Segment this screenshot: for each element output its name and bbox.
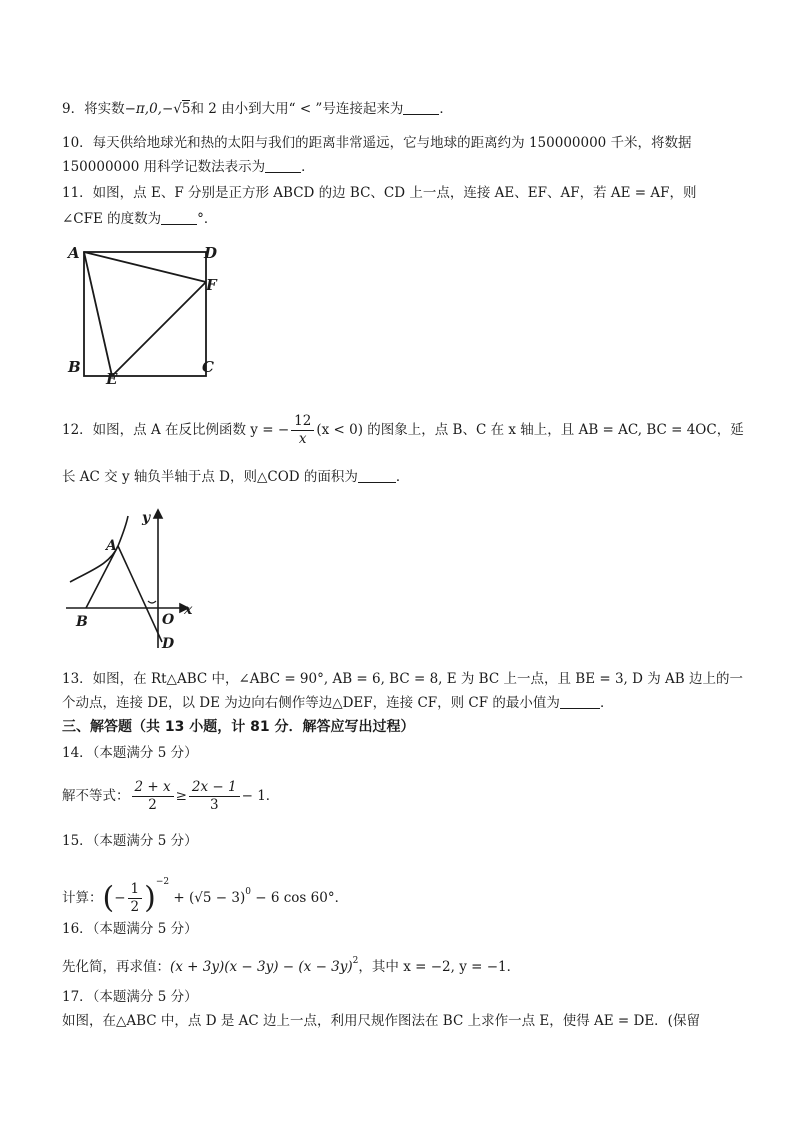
q12-text2: 长 AC 交 y 轴负半轴于点 D，则△COD 的面积为 xyxy=(62,469,358,485)
label-a: A xyxy=(68,244,80,262)
question-12-line2 xyxy=(62,468,409,486)
q14-fraction-1-numerator: 2 + x xyxy=(132,779,174,797)
label-x: x xyxy=(184,602,193,618)
q14-fraction-2-denominator: 3 xyxy=(209,797,219,813)
question-17-heading: 17．（本题满分 5 分） xyxy=(62,989,198,1005)
question-12-line1 xyxy=(62,412,744,448)
q9-text: 和 2 由小到大用“ < ”号连接起来为 xyxy=(190,101,404,117)
question-10-line1: 10．每天供给地球光和热的太阳与我们的距离非常遥远，它与地球的距离约为 150000000 千米，将数据 xyxy=(62,135,692,151)
label-c: C xyxy=(202,358,214,376)
q14-prefix: 解不等式： xyxy=(62,788,130,804)
q9-radicand: 5 xyxy=(181,101,191,117)
label-a: A xyxy=(106,538,117,554)
section-3-heading: 三、解答题（共 13 小题，计 81 分．解答应写出过程） xyxy=(62,719,415,735)
q15-exponent: −2 xyxy=(155,877,170,887)
question-15-body xyxy=(62,862,348,919)
q15-term-3: − 6 cos 60°． xyxy=(250,890,349,906)
q15-exponent-zero: 0 xyxy=(245,887,251,897)
label-d: D xyxy=(204,244,218,262)
figure-12-hyperbola xyxy=(62,506,202,656)
question-15-heading: 15．（本题满分 5 分） xyxy=(62,833,198,849)
q13-answer-blank xyxy=(560,694,600,709)
q12-end: ． xyxy=(395,469,410,485)
y-axis-arrow xyxy=(154,510,162,518)
segment-ae xyxy=(84,252,112,376)
segment-ad xyxy=(118,546,162,642)
q12-text: (x < 0) 的图象上，点 B、C 在 x 轴上，且 AB = AC, BC = 4OC，延 xyxy=(316,422,744,438)
q16-prefix: 先化简，再求值： xyxy=(62,959,170,975)
q15-fraction-numerator: 1 xyxy=(128,881,143,899)
q15-fraction xyxy=(128,881,143,916)
q10-text: 150000000 用科学记数法表示为 xyxy=(62,159,266,175)
q14-fraction-1 xyxy=(132,779,174,814)
q10-end: ． xyxy=(301,159,315,175)
question-9 xyxy=(62,100,453,118)
q16-condition: ，其中 x = −2, y = −1． xyxy=(358,959,521,975)
label-e: E xyxy=(106,370,118,388)
label-o: O xyxy=(162,612,175,628)
q14-fraction-1-denominator: 2 xyxy=(148,797,157,813)
label-y: y xyxy=(142,510,151,526)
question-14-heading: 14．（本题满分 5 分） xyxy=(62,745,198,761)
label-d: D xyxy=(162,636,175,652)
segment-af xyxy=(84,252,206,282)
q11-answer-blank xyxy=(161,210,197,225)
question-11-line1: 11．如图，点 E、F 分别是正方形 ABCD 的边 BC、CD 上一点，连接 AE、EF、AF，若 AE = AF，则 xyxy=(62,185,697,201)
question-16-body xyxy=(62,952,520,976)
q14-fraction-2 xyxy=(189,779,240,814)
q15-term-2: + (√5 − 3) xyxy=(173,890,246,906)
q12-fraction-numerator: 12 xyxy=(291,413,314,431)
q11-end: °． xyxy=(197,211,218,227)
figure-11-square xyxy=(62,238,232,388)
q16-expression: (x + 3y)(x − 3y) − (x − 3y) xyxy=(170,959,353,975)
label-b: B xyxy=(68,358,81,376)
segment-ab xyxy=(86,546,118,608)
q10-answer-blank xyxy=(265,158,301,173)
question-17-line1: 如图，在△ABC 中，点 D 是 AC 边上一点，利用尺规作图法在 BC 上求作一点 E，使得 AE = DE．(保留 xyxy=(62,1013,700,1029)
question-16-heading: 16．（本题满分 5 分） xyxy=(62,921,198,937)
q13-end: ． xyxy=(599,695,614,711)
q15-minus: − xyxy=(114,890,126,906)
label-f: F xyxy=(206,276,217,294)
q9-prefix: 将实数 xyxy=(84,101,125,117)
q15-left-paren: ( xyxy=(102,880,115,916)
angle-mark xyxy=(148,601,156,603)
q14-fraction-2-numerator: 2x − 1 xyxy=(189,779,240,797)
q11-text: ∠CFE 的度数为 xyxy=(62,211,162,227)
q14-suffix: − 1． xyxy=(241,788,280,804)
q15-prefix: 计算： xyxy=(62,890,103,906)
q9-number: 9． xyxy=(62,101,85,117)
q15-right-paren: ) xyxy=(144,880,156,916)
q15-fraction-denominator: 2 xyxy=(130,899,140,915)
q9-end: ． xyxy=(439,101,453,117)
segment-ef xyxy=(112,282,206,376)
question-10-line2 xyxy=(62,158,315,176)
question-13-line1: 13．如图，在 Rt△ABC 中，∠ABC = 90°, AB = 6, BC = 8, E 为 BC 上一点，且 BE = 3, D 为 AB 边上的一 xyxy=(62,671,743,687)
q12-prefix: 12．如图，点 A 在反比例函数 y = − xyxy=(62,422,290,438)
q9-answer-blank xyxy=(403,100,439,115)
q12-fraction xyxy=(291,413,314,448)
q9-sqrt-sign: √ xyxy=(173,101,182,117)
square-abcd xyxy=(84,252,206,376)
label-b: B xyxy=(76,614,88,630)
q12-fraction-denominator: x xyxy=(298,431,307,447)
question-13-line2 xyxy=(62,694,613,712)
q12-answer-blank xyxy=(358,468,396,483)
question-14-body xyxy=(62,778,279,814)
q13-text: 个动点，连接 DE，以 DE 为边向右侧作等边△DEF，连接 CF，则 CF 的最小值为 xyxy=(62,695,560,711)
question-11-line2 xyxy=(62,210,217,228)
q9-numbers: −π,0,− xyxy=(124,101,174,117)
q16-exponent: 2 xyxy=(352,956,359,966)
q14-relation: ≥ xyxy=(175,788,187,804)
